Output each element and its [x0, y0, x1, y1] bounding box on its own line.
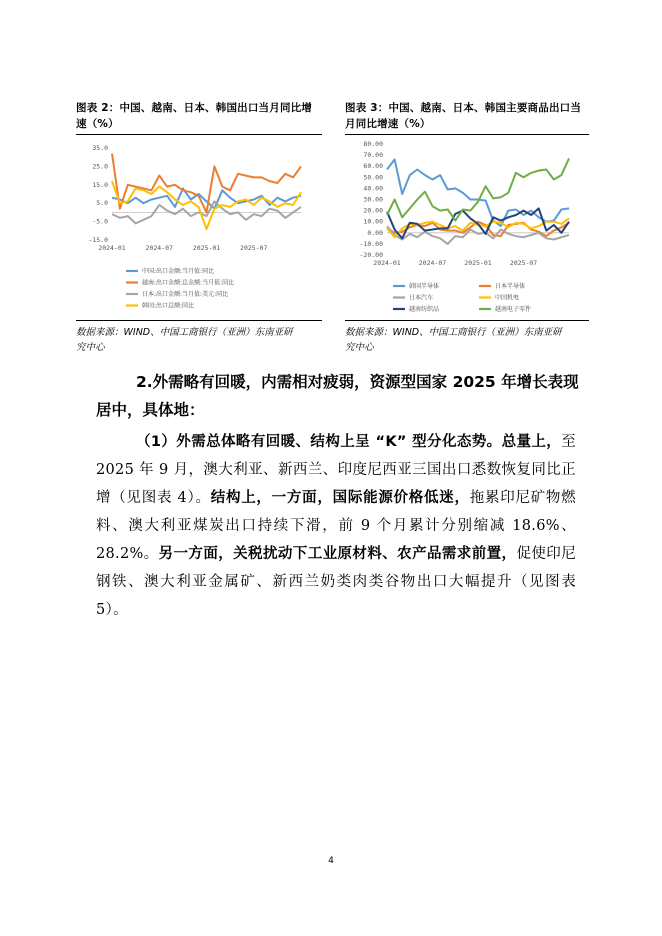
x-tick-label: 2025-07 — [240, 244, 268, 252]
legend-label-2: 日本:出口金额:当月值:美元:同比 — [142, 291, 229, 299]
y-tick-label: 25.0 — [92, 162, 108, 171]
figure3-bottom-rule — [345, 320, 589, 321]
para-total-bold: 总量上， — [501, 434, 562, 450]
figure2-chart — [76, 138, 326, 318]
y-tick-label: 0.00 — [367, 228, 383, 237]
y-tick-label: 70.00 — [363, 151, 383, 160]
legend-label-5: 越南电子零件 — [495, 306, 532, 314]
y-tick-label: 60.00 — [363, 162, 383, 171]
figure3-title-line2: 月同比增速（%） — [345, 118, 431, 130]
body-paragraph — [96, 428, 576, 624]
legend-label-1: 越南:出口金额:总金额:当月值:同比 — [142, 279, 235, 287]
figure3-top-rule — [345, 134, 589, 135]
y-tick-label: -20.00 — [359, 251, 383, 259]
legend-label-3: 韩国:出口总额:同比 — [142, 302, 195, 310]
figure2-source-line2: 究中心 — [76, 342, 105, 353]
figure3-source-line1: 数据来源：WIND、中国工商银行（亚洲）东南亚研 — [345, 327, 562, 338]
legend-label-0: 中国:出口金额:当月值:同比 — [142, 268, 215, 276]
x-tick-label: 2024-01 — [373, 259, 401, 267]
y-tick-label: -10.00 — [359, 239, 383, 248]
y-tick-label: 40.00 — [363, 184, 383, 193]
figure3-chart — [345, 138, 593, 318]
y-tick-label: 20.00 — [363, 206, 383, 215]
para-total-text: 至 2025 年 9 月，澳大利亚、新西兰、印度尼西亚三国出口悉数恢复同比正增（见图表 4）。 — [96, 434, 576, 506]
figure2-source — [76, 325, 326, 355]
para-structure-text: 拖累印尼矿物燃料、澳大利亚煤炭出口持续下滑，前 9 个月累计分别缩减 18.6%、28.2%。 — [96, 490, 576, 562]
y-tick-label: -5.0 — [92, 217, 108, 226]
section-heading: 2.外需略有回暖，内需相对疲弱，资源型国家 2025 年增长表现居中，具体地： — [96, 373, 579, 419]
figure3-title — [345, 100, 595, 132]
legend-label-3: 中国机电 — [495, 294, 520, 302]
figure3-source — [345, 325, 595, 355]
series-line-0 — [112, 189, 301, 209]
series-line-2 — [387, 226, 569, 244]
y-tick-label: 50.00 — [363, 173, 383, 182]
para-other-text: 促使印尼钢铁、澳大利亚金属矿、新西兰奶类肉类谷物出口大幅提升（见图表 5）。 — [96, 546, 577, 618]
y-tick-label: 35.0 — [92, 144, 108, 152]
x-tick-label: 2024-07 — [418, 259, 447, 267]
page-number: 4 — [328, 856, 334, 866]
legend-label-0: 韩国半导体 — [409, 283, 440, 291]
y-tick-label: 15.0 — [92, 180, 108, 189]
figure2-source-line1: 数据来源：WIND、中国工商银行（亚洲）东南亚研 — [76, 327, 293, 338]
y-tick-label: 30.00 — [363, 195, 383, 204]
x-tick-label: 2025-07 — [509, 259, 538, 267]
figure3-title-line1: 图表 3：中国、越南、日本、韩国主要商品出口当 — [345, 102, 582, 114]
figure2-title — [76, 100, 326, 132]
y-tick-label: 10.00 — [363, 217, 383, 226]
y-tick-label: 80.00 — [363, 140, 383, 148]
x-tick-label: 2025-01 — [192, 244, 221, 252]
figure2-title-line2: 速（%） — [76, 118, 119, 130]
series-line-5 — [387, 158, 569, 220]
figure3-source-line2: 究中心 — [345, 342, 374, 353]
y-tick-label: -15.0 — [88, 236, 108, 244]
figure2-top-rule — [76, 134, 322, 135]
figure2-bottom-rule — [76, 320, 322, 321]
legend-label-1: 日本半导体 — [495, 283, 526, 291]
x-tick-label: 2024-07 — [145, 244, 173, 252]
para-structure-bold: 结构上，一方面，国际能源价格低迷， — [210, 490, 470, 506]
legend-label-2: 日本汽车 — [409, 294, 434, 302]
para-other-bold: 另一方面，关税扰动下工业原材料、农产品需求前置， — [158, 546, 517, 562]
para-lead-bold: （1）外需总体略有回暖、结构上呈 “K” 型分化态势。 — [136, 434, 502, 450]
x-tick-label: 2025-01 — [464, 259, 492, 267]
y-tick-label: 5.0 — [96, 199, 108, 208]
x-tick-label: 2024-01 — [98, 244, 126, 252]
legend-label-4: 越南纺织品 — [409, 306, 440, 314]
figure2-title-line1: 图表 2：中国、越南、日本、韩国出口当月同比增 — [76, 102, 313, 114]
